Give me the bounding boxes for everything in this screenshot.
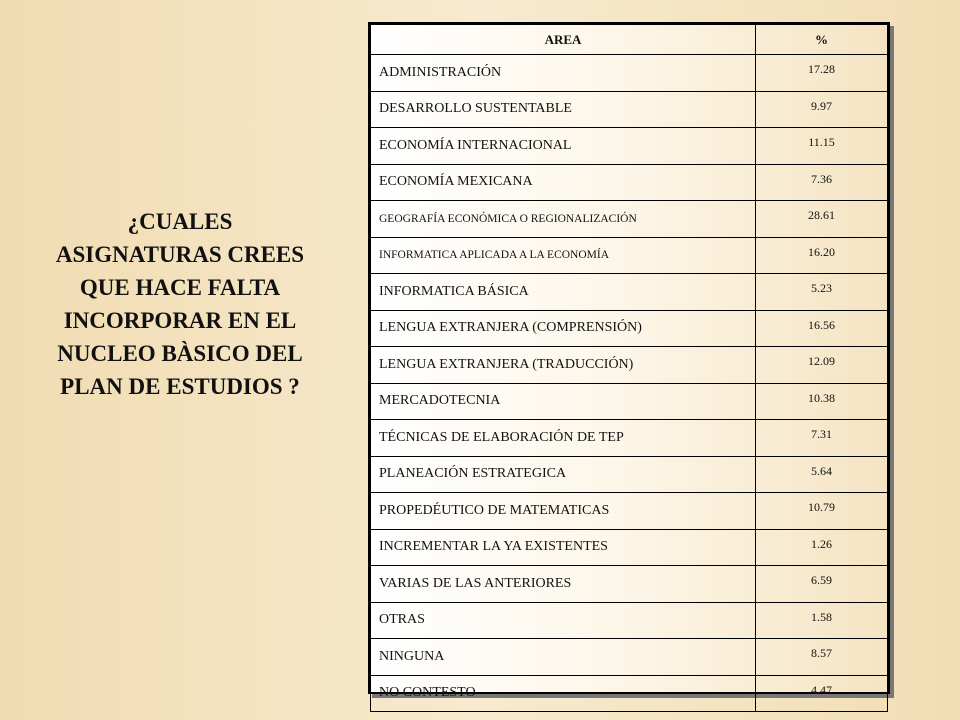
percent-cell: 10.38	[756, 383, 888, 420]
percent-cell: 28.61	[756, 201, 888, 238]
table-header-row	[371, 25, 888, 55]
area-cell: NO CONTESTO	[371, 675, 756, 712]
area-cell: PROPEDÉUTICO DE MATEMATICAS	[371, 493, 756, 530]
area-cell: MERCADOTECNIA	[371, 383, 756, 420]
percent-cell: 1.58	[756, 602, 888, 639]
table-row	[371, 675, 888, 712]
table-row	[371, 420, 888, 457]
table-row	[371, 493, 888, 530]
area-cell: DESARROLLO SUSTENTABLE	[371, 91, 756, 128]
percent-cell: 16.20	[756, 237, 888, 274]
area-cell: ADMINISTRACIÓN	[371, 55, 756, 92]
percent-cell: 6.59	[756, 566, 888, 603]
percent-cell: 7.36	[756, 164, 888, 201]
table-row	[371, 55, 888, 92]
area-cell: ECONOMÍA INTERNACIONAL	[371, 128, 756, 165]
table-row	[371, 529, 888, 566]
table-row	[371, 602, 888, 639]
area-cell: TÉCNICAS DE ELABORACIÓN DE TEP	[371, 420, 756, 457]
percent-cell: 1.26	[756, 529, 888, 566]
table-row	[371, 566, 888, 603]
table-row	[371, 456, 888, 493]
area-cell: ECONOMÍA MEXICANA	[371, 164, 756, 201]
table-row	[371, 274, 888, 311]
results-table-container	[368, 22, 890, 701]
percent-cell: 17.28	[756, 55, 888, 92]
table-row	[371, 383, 888, 420]
percent-cell: 5.64	[756, 456, 888, 493]
table-row	[371, 201, 888, 238]
percent-cell: 4.47	[756, 675, 888, 712]
percent-cell: 12.09	[756, 347, 888, 384]
area-cell: VARIAS DE LAS ANTERIORES	[371, 566, 756, 603]
area-cell: INCREMENTAR LA YA EXISTENTES	[371, 529, 756, 566]
table-row	[371, 164, 888, 201]
area-cell: PLANEACIÓN ESTRATEGICA	[371, 456, 756, 493]
area-cell: LENGUA EXTRANJERA (COMPRENSIÓN)	[371, 310, 756, 347]
table-row	[371, 639, 888, 676]
percent-cell: 9.97	[756, 91, 888, 128]
percent-cell: 5.23	[756, 274, 888, 311]
percent-cell: 16.56	[756, 310, 888, 347]
percent-cell: 7.31	[756, 420, 888, 457]
table-row	[371, 237, 888, 274]
area-cell: OTRAS	[371, 602, 756, 639]
area-cell: INFORMATICA APLICADA A LA ECONOMÍA	[371, 237, 756, 274]
percent-cell: 11.15	[756, 128, 888, 165]
table-row	[371, 310, 888, 347]
header-percent: %	[756, 25, 888, 55]
area-cell: NINGUNA	[371, 639, 756, 676]
table-body	[371, 55, 888, 712]
table-row	[371, 128, 888, 165]
results-table	[370, 24, 888, 712]
area-cell: LENGUA EXTRANJERA (TRADUCCIÓN)	[371, 347, 756, 384]
header-area: AREA	[371, 25, 756, 55]
percent-cell: 8.57	[756, 639, 888, 676]
table-row	[371, 347, 888, 384]
area-cell: GEOGRAFÍA ECONÓMICA O REGIONALIZACIÓN	[371, 201, 756, 238]
survey-question: ¿CUALES ASIGNATURAS CREES QUE HACE FALTA INCORPORAR EN EL NUCLEO BÀSICO DEL PLAN DE ESTUDIOS ?	[55, 209, 305, 399]
area-cell: INFORMATICA BÁSICA	[371, 274, 756, 311]
table-row	[371, 91, 888, 128]
percent-cell: 10.79	[756, 493, 888, 530]
